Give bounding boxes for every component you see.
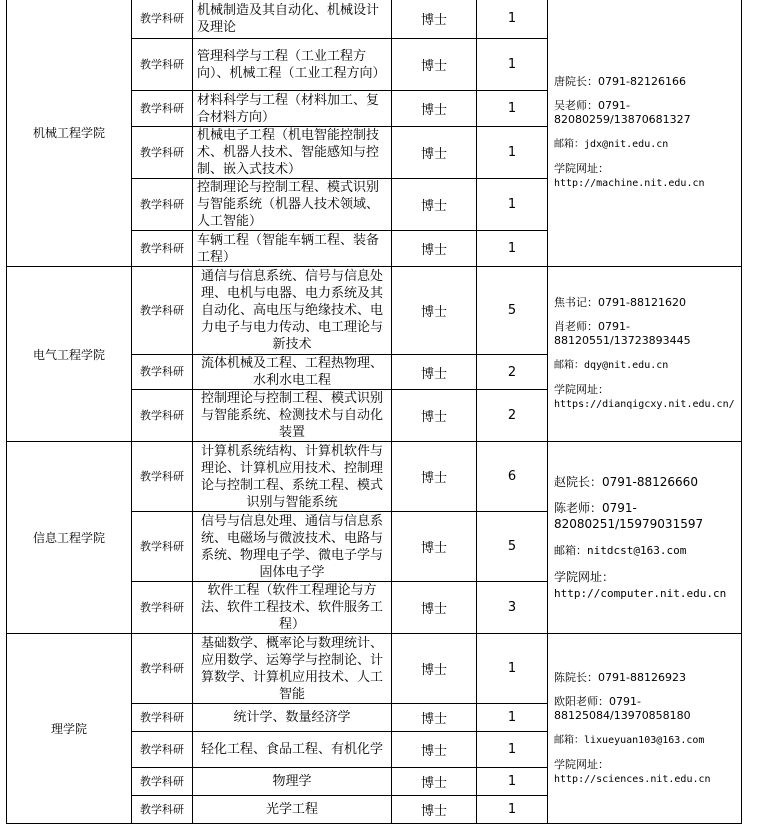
major-cell: 机械制造及其自动化、机械设计及理论 [193, 0, 392, 39]
position-type: 教学科研 [132, 512, 193, 582]
degree-cell: 博士 [392, 127, 477, 179]
major-cell: 通信与信息系统、信号与信息处理、电机与电器、电力系统及其自动化、高电压与绝缘技术、电力电子与电力传动、电工理论与新技术 [193, 267, 392, 355]
position-type: 教学科研 [132, 179, 193, 231]
table-row [7, 0, 742, 39]
email: 邮箱：jdx@nit.edu.cn [554, 138, 669, 150]
count-cell: 1 [477, 39, 548, 91]
table-row [7, 267, 742, 355]
email: 邮箱：dqy@nit.edu.cn [554, 360, 669, 371]
degree-cell: 博士 [392, 634, 477, 704]
count-cell: 1 [477, 704, 548, 732]
count-cell: 5 [477, 267, 548, 355]
degree-cell: 博士 [392, 390, 477, 442]
position-type: 教学科研 [132, 732, 193, 768]
position-type: 教学科研 [132, 267, 193, 355]
major-cell: 流体机械及工程、工程热物理、水利水电工程 [193, 355, 392, 390]
position-type: 教学科研 [132, 704, 193, 732]
recruitment-table [6, 0, 742, 824]
position-type: 教学科研 [132, 355, 193, 390]
dean-contact: 唐院长：0791-82126166 [554, 74, 686, 88]
position-type: 教学科研 [132, 39, 193, 91]
position-type: 教学科研 [132, 768, 193, 796]
teacher-contact: 欧阳老师：0791-88125084/13970858180 [554, 694, 691, 722]
major-cell: 机械电子工程（机电智能控制技术、机器人技术、智能感知与控制、嵌入式技术） [193, 127, 392, 179]
degree-cell: 博士 [392, 582, 477, 634]
position-type: 教学科研 [132, 0, 193, 39]
degree-cell: 博士 [392, 91, 477, 127]
contact-cell [548, 267, 742, 442]
email: 邮箱：nitdcst@163.com [554, 543, 687, 557]
degree-cell: 博士 [392, 231, 477, 267]
count-cell: 1 [477, 796, 548, 824]
major-cell: 统计学、数量经济学 [193, 704, 392, 732]
count-cell: 1 [477, 768, 548, 796]
degree-cell: 博士 [392, 768, 477, 796]
count-cell: 1 [477, 231, 548, 267]
degree-cell: 博士 [392, 512, 477, 582]
major-cell: 材料科学与工程（材料加工、复合材料方向） [193, 91, 392, 127]
degree-cell: 博士 [392, 0, 477, 39]
major-cell: 信号与信息处理、通信与信息系统、电磁场与微波技术、电路与系统、物理电子学、微电子学与固体电子学 [193, 512, 392, 582]
degree-cell: 博士 [392, 442, 477, 512]
degree-cell: 博士 [392, 704, 477, 732]
website[interactable]: 学院网址： http://computer.nit.edu.cn [554, 569, 727, 600]
teacher-contact: 陈老师：0791-82080251/15979031597 [554, 500, 704, 531]
position-type: 教学科研 [132, 231, 193, 267]
position-type: 教学科研 [132, 442, 193, 512]
count-cell: 6 [477, 442, 548, 512]
website[interactable]: 学院网址： http://machine.nit.edu.cn [554, 161, 705, 189]
major-cell: 物理学 [193, 768, 392, 796]
contact-cell [548, 634, 742, 824]
degree-cell: 博士 [392, 355, 477, 390]
major-cell: 控制理论与控制工程、模式识别与智能系统（机器人技术领域、人工智能） [193, 179, 392, 231]
degree-cell: 博士 [392, 39, 477, 91]
contact-cell [548, 442, 742, 634]
count-cell: 2 [477, 355, 548, 390]
position-type: 教学科研 [132, 582, 193, 634]
major-cell: 管理科学与工程（工业工程方向）、机械工程（工业工程方向） [193, 39, 392, 91]
count-cell: 1 [477, 732, 548, 768]
count-cell: 1 [477, 0, 548, 39]
major-cell: 光学工程 [193, 796, 392, 824]
college-name: 电气工程学院 [7, 267, 132, 442]
degree-cell: 博士 [392, 796, 477, 824]
major-cell: 轻化工程、食品工程、有机化学 [193, 732, 392, 768]
table-row [7, 634, 742, 704]
degree-cell: 博士 [392, 179, 477, 231]
count-cell: 5 [477, 512, 548, 582]
dean-contact: 赵院长：0791-88126660 [554, 474, 698, 489]
count-cell: 2 [477, 390, 548, 442]
count-cell: 1 [477, 127, 548, 179]
major-cell: 车辆工程（智能车辆工程、装备工程） [193, 231, 392, 267]
teacher-contact: 肖老师：0791-88120551/13723893445 [554, 320, 691, 347]
teacher-contact: 吴老师：0791-82080259/13870681327 [554, 98, 691, 126]
website[interactable]: 学院网址： http://sciences.nit.edu.cn [554, 757, 711, 785]
count-cell: 1 [477, 91, 548, 127]
count-cell: 3 [477, 582, 548, 634]
position-type: 教学科研 [132, 796, 193, 824]
position-type: 教学科研 [132, 634, 193, 704]
degree-cell: 博士 [392, 267, 477, 355]
dean-contact: 焦书记：0791-88121620 [554, 296, 686, 309]
count-cell: 1 [477, 634, 548, 704]
position-type: 教学科研 [132, 127, 193, 179]
count-cell: 1 [477, 179, 548, 231]
major-cell: 控制理论与控制工程、模式识别与智能系统、检测技术与自动化装置 [193, 390, 392, 442]
position-type: 教学科研 [132, 390, 193, 442]
college-name: 机械工程学院 [7, 0, 132, 267]
position-type: 教学科研 [132, 91, 193, 127]
email: 邮箱：lixueyuan103@163.com [554, 734, 705, 746]
college-name: 理学院 [7, 634, 132, 824]
major-cell: 计算机系统结构、计算机软件与理论、计算机应用技术、控制理论与控制工程、系统工程、模式识别与智能系统 [193, 442, 392, 512]
website[interactable]: 学院网址： https://dianqigcxy.nit.edu.cn/ [554, 383, 735, 410]
major-cell: 基础数学、概率论与数理统计、应用数学、运筹学与控制论、计算数学、计算机应用技术、人工智能 [193, 634, 392, 704]
dean-contact: 陈院长：0791-88126923 [554, 670, 686, 684]
degree-cell: 博士 [392, 732, 477, 768]
college-name: 信息工程学院 [7, 442, 132, 634]
contact-cell [548, 0, 742, 267]
table-row [7, 442, 742, 512]
major-cell: 软件工程（软件工程理论与方法、软件工程技术、软件服务工程） [193, 582, 392, 634]
